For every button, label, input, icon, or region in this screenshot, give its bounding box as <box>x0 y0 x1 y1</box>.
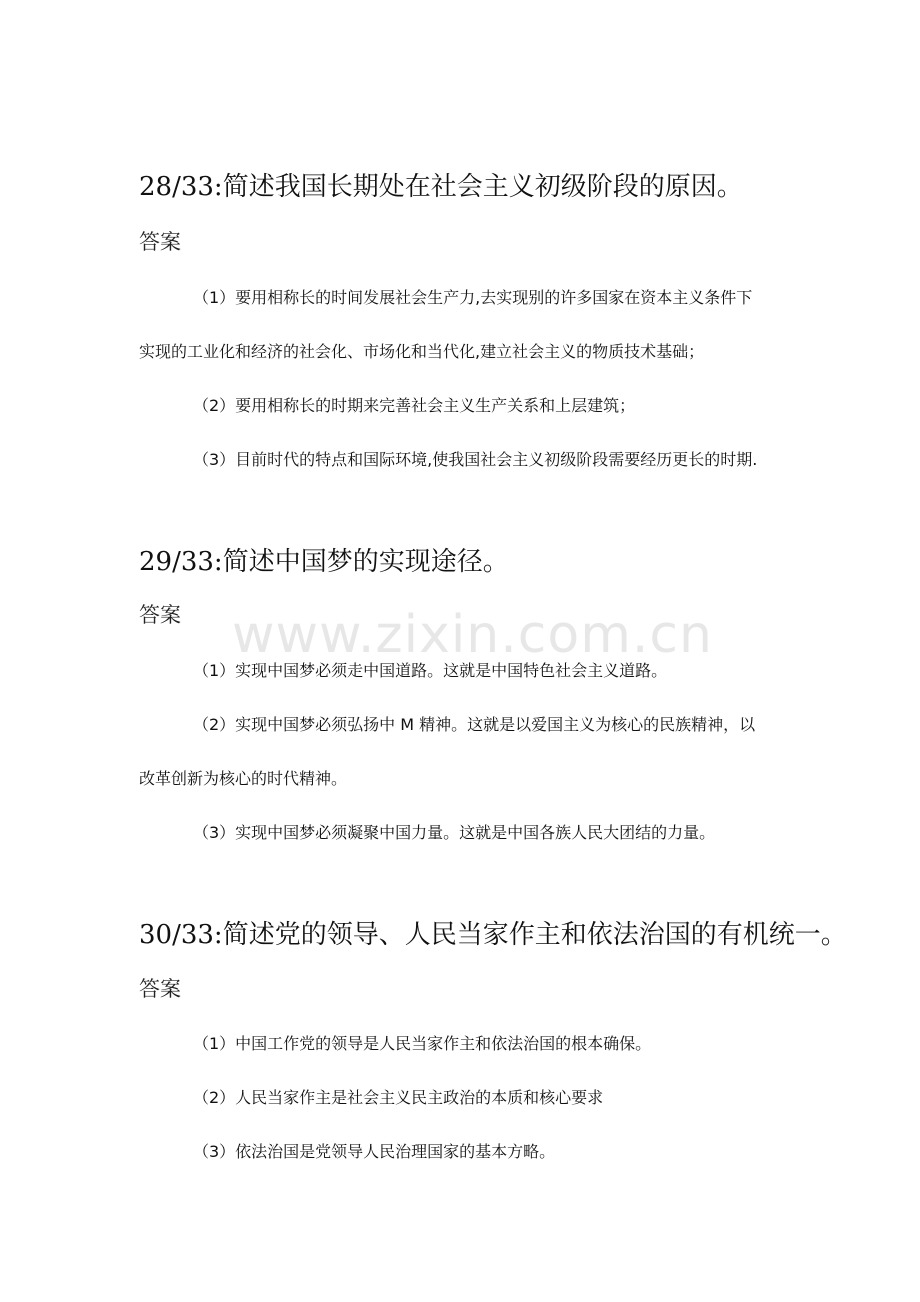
answer-line: （3）依法治国是党领导人民治理国家的基本方略。 <box>193 1142 556 1161</box>
answer-line: （2）人民当家作主是社会主义民主政治的本质和核心要求 <box>193 1088 604 1107</box>
question-title: 29/33:简述中国梦的实现途径。 <box>139 547 509 577</box>
answer-line: （3）实现中国梦必须凝聚中国力量。这就是中国各族人民大团结的力量。 <box>193 823 716 842</box>
answer-line: 改革创新为核心的时代精神。 <box>139 769 348 788</box>
answer-label: 答案 <box>139 230 181 254</box>
answer-line: 实现的工业化和经济的社会化、市场化和当代化,建立社会主义的物质技术基础； <box>139 342 705 361</box>
answer-line: （1）要用相称长的时间发展社会生产力,去实现别的许多国家在资本主义条件下 <box>193 288 753 307</box>
answer-line: （1）中国工作党的领导是人民当家作主和依法治国的根本确保。 <box>193 1034 652 1053</box>
answer-line: （2）要用相称长的时期来完善社会主义生产关系和上层建筑； <box>193 396 636 415</box>
answer-label: 答案 <box>139 977 181 1001</box>
answer-label: 答案 <box>139 603 181 627</box>
watermark: www.zixin.com.cn <box>232 605 713 665</box>
question-title: 28/33:简述我国长期处在社会主义初级阶段的原因。 <box>139 172 743 202</box>
answer-line: （3）目前时代的特点和国际环境,使我国社会主义初级阶段需要经历更长的时期. <box>193 450 758 469</box>
answer-line: （1）实现中国梦必须走中国道路。这就是中国特色社会主义道路。 <box>193 661 668 680</box>
question-title: 30/33:简述党的领导、人民当家作主和依法治国的有机统一。 <box>139 920 847 950</box>
answer-line: （2）实现中国梦必须弘扬中 M 精神。这就是以爱国主义为核心的民族精神，以 <box>193 715 756 734</box>
